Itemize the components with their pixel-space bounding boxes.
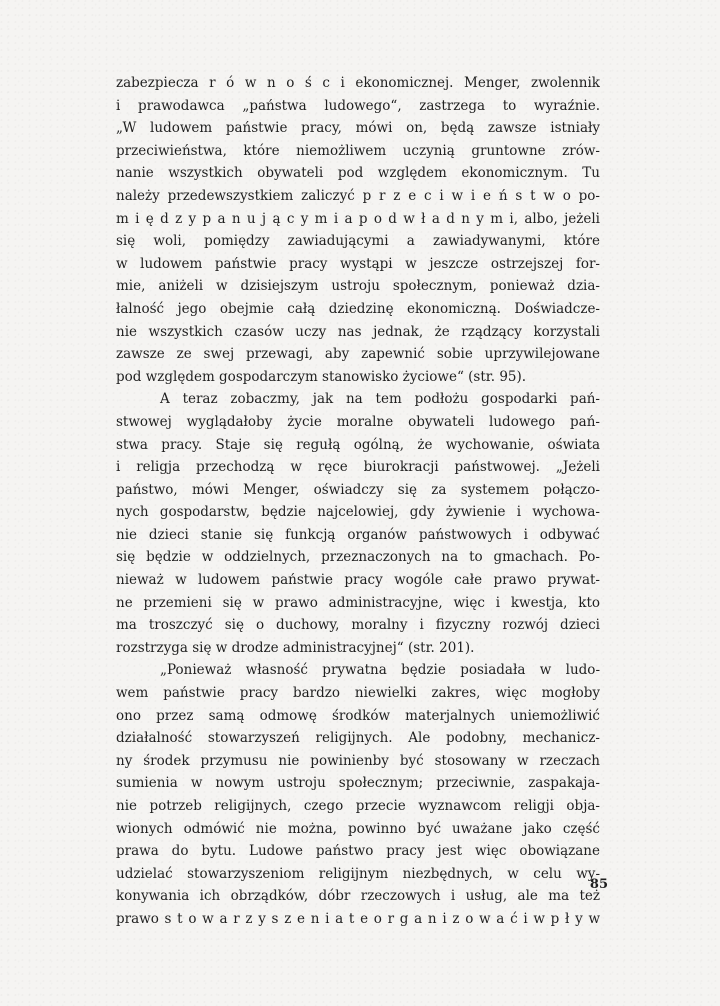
text-line: ono przez samą odmowę środków materjalnych uniemożliwić xyxy=(116,707,600,724)
text-line: konywania ich obrządków, dóbr rzeczowych i usług, ale ma też xyxy=(116,888,600,905)
text-line: rozstrzyga się w drodze administracyjnej“ (str. 201). xyxy=(116,639,475,656)
text-line: prawa do bytu. Ludowe państwo pracy jest więc obowiązane xyxy=(116,843,600,860)
text-line: państwo, mówi Menger, oświadczy się za systemem połączo- xyxy=(116,481,600,498)
text-line: ma troszczyć się o duchowy, moralny i fizyczny rozwój dzieci xyxy=(116,617,600,634)
text-line: działalność stowarzyszeń religijnych. Ale podobny, mechanicz- xyxy=(116,730,600,747)
text-line: należy przedewszystkiem zaliczyć p r z e c i w i e ń s t w o po- xyxy=(116,187,600,204)
text-line: przeciwieństwa, które niemożliwem uczynią gruntowne zrów- xyxy=(116,142,600,159)
page-number: 85 xyxy=(589,877,608,892)
paragraph-first-line: „Ponieważ własność prywatna będzie posiadała w ludo- xyxy=(160,662,600,679)
text-line: wionych odmówić nie można, powinno być uważane jako część xyxy=(116,820,600,837)
text-line: nych gospodarstw, będzie najcelowiej, gdy żywienie i wychowa- xyxy=(116,504,600,521)
text-line: mie, aniżeli w dzisiejszym ustroju społecznym, ponieważ dzia- xyxy=(116,278,600,295)
text-line: się będzie w oddzielnych, przeznaczonych na to gmachach. Po- xyxy=(116,549,600,566)
text-line: wem państwie pracy bardzo niewielki zakres, więc mogłoby xyxy=(116,685,600,702)
text-line: i religja przechodzą w ręce biurokracji państwowej. „Jeżeli xyxy=(116,459,600,476)
text-line: nie dzieci stanie się funkcją organów państwowych i odbywać xyxy=(116,526,600,543)
text-line: i prawodawca „państwa ludowego“, zastrzega to wyraźnie. xyxy=(116,97,600,114)
text-line: m i ę d z y p a n u j ą c y m i a p o d w ł a d n y m i, albo, jeżeli xyxy=(116,210,600,227)
text-line: zawsze ze swej przewagi, aby zapewnić sobie uprzywilejowane xyxy=(116,346,600,363)
text-line: łalność jego obejmie całą dziedzinę ekonomiczną. Doświadcze- xyxy=(116,300,600,317)
text-line: prawo s t o w a r z y s z e n i a t e o r g a n i z o w a ć i w p ł y w xyxy=(116,910,600,927)
text-line: nanie wszystkich obywateli pod względem ekonomicznym. Tu xyxy=(116,165,600,182)
text-line: zabezpiecza r ó w n o ś c i ekonomicznej. Menger, zwolennik xyxy=(116,75,600,91)
text-line: nieważ w ludowem państwie pracy wogóle całe prawo prywat- xyxy=(116,572,600,589)
text-line: w ludowem państwie pracy wystąpi w jeszcze ostrzejszej for- xyxy=(116,255,600,272)
text-line: ne przemieni się w prawo administracyjne, więc i kwestja, kto xyxy=(116,594,600,611)
text-line: udzielać stowarzyszeniom religijnym niezbędnych, w celu wy- xyxy=(116,865,600,882)
paragraph-first-line: A teraz zobaczmy, jak na tem podłożu gospodarki pań- xyxy=(160,391,600,408)
text-line: pod względem gospodarczym stanowisko życiowe“ (str. 95). xyxy=(116,368,527,385)
text-line: stwa pracy. Staje się regułą ogólną, że wychowanie, oświata xyxy=(116,436,600,453)
text-line: nie potrzeb religijnych, czego przecie wyznawcom religji obja- xyxy=(116,798,600,814)
text-line: ny środek przymusu nie powinienby być stosowany w rzeczach xyxy=(116,752,600,769)
text-line: nie wszystkich czasów uczy nas jednak, że rządzący korzystali xyxy=(116,323,600,340)
text-line: sumienia w nowym ustroju społecznym; przeciwnie, zaspakaja- xyxy=(116,775,600,792)
body-text xyxy=(116,72,600,931)
text-line: „W ludowem państwie pracy, mówi on, będą zawsze istniały xyxy=(116,120,600,137)
text-line: się woli, pomiędzy zawiadującymi a zawiadywanymi, które xyxy=(116,233,600,250)
text-line: stwowej wyglądałoby życie moralne obywateli ludowego pań- xyxy=(116,413,600,430)
